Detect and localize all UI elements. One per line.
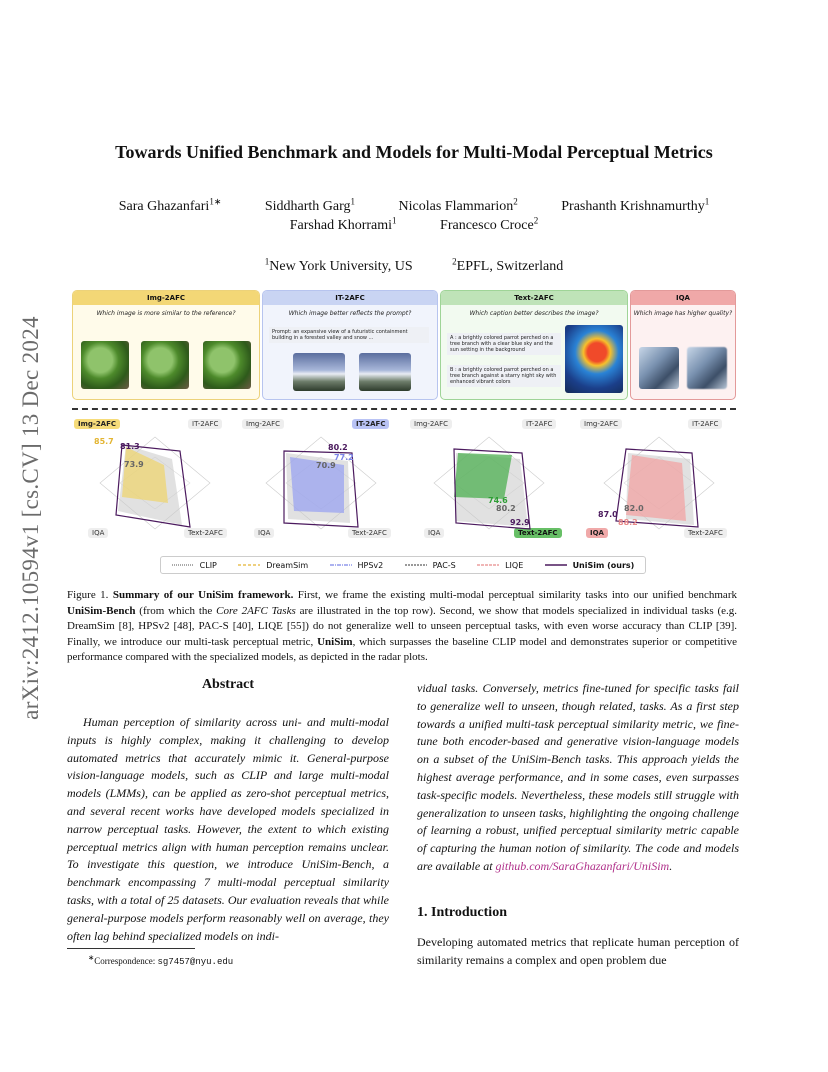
axis-label: Img-2AFC [410, 419, 452, 429]
axis-label: IQA [254, 528, 274, 538]
panel-img-2afc [72, 290, 260, 400]
radar-value: 80.2 [328, 443, 348, 452]
radar-value: 70.9 [316, 461, 336, 470]
panel-question: Which image better reflects the prompt? [288, 310, 412, 317]
radar-value: 88.2 [618, 518, 638, 527]
author: Prashanth Krishnamurthy$^1$ [561, 196, 710, 214]
affiliation: $^2$EPFL, Switzerland [452, 256, 564, 274]
panel-title: IQA [631, 291, 735, 305]
radar-value: 87.0 [598, 510, 618, 519]
axis-label: IT-2AFC [688, 419, 722, 429]
legend-item: LIQE [505, 560, 524, 570]
authors-line-2 [0, 215, 828, 234]
axis-label: Text-2AFC [684, 528, 727, 538]
radar-value: 82.0 [624, 504, 644, 513]
panel-question: Which caption better describes the image? [469, 310, 599, 317]
email-link[interactable]: sg7457@nyu.edu [157, 957, 234, 967]
radar-value: 85.7 [94, 437, 114, 446]
axis-label: Text-2AFC [184, 528, 227, 538]
separator [72, 408, 736, 410]
footnote-rule [67, 948, 195, 949]
legend-item: HPSv2 [357, 560, 384, 570]
abstract-text: Human perception of similarity across uni- and multi-modal inputs is highly complex, making it challenging to develop automated metrics that accurately mimic it. General-purpose vision-language models, such as CLIP and large multi-modal models (LMMs), can be applied as zero-shot perceptual metrics, and several recent works have developed models specialized in narrow perceptual tasks. However, the extent to which existing perceptual metrics align with human perception remains unclear. To investigate this question, we introduce UniSim-Bench, a benchmark encompassing 7 multi-modal perceptual similarity tasks, with a total of 25 datasets. Our evaluation reveals that while general-purpose models perform reasonably well on average, they often lag behind specialized models on indi- [67, 715, 389, 943]
mountain-image-b [359, 353, 411, 391]
quality-image-b [687, 347, 727, 389]
section-heading: 1. Introduction [417, 905, 507, 920]
radar-value: 81.3 [120, 442, 140, 451]
affiliations [0, 256, 828, 275]
panel-title: Text-2AFC [441, 291, 627, 305]
axis-label: IQA [424, 528, 444, 538]
paper-title: Towards Unified Benchmark and Models for Multi-Modal Perceptual Metrics [115, 142, 713, 162]
axis-label: IT-2AFC [522, 419, 556, 429]
radar-value: 73.9 [124, 460, 144, 469]
broccoli-image-reference [141, 341, 189, 389]
authors-line-1 [0, 196, 828, 215]
footnote: ∗Correspondence: sg7457@nyu.edu [88, 953, 234, 967]
radar-value: 80.2 [496, 504, 516, 513]
legend-item: PAC-S [432, 560, 456, 570]
author: Nicolas Flammarion$^2$ [398, 196, 518, 214]
panel-text-2afc [440, 290, 628, 400]
axis-label: IT-2AFC [188, 419, 222, 429]
radar-value: 77.2 [334, 453, 354, 462]
axis-label: Img-2AFC [74, 419, 120, 429]
axis-label: IT-2AFC [352, 419, 389, 429]
radar-chart [416, 423, 562, 543]
radar-value: 92.9 [510, 518, 530, 527]
axis-label: Img-2AFC [580, 419, 622, 429]
quality-image-a [639, 347, 679, 389]
broccoli-image-b [203, 341, 251, 389]
panel-prompt: Prompt: an expansive view of a futuristic containment building in a forested valley and snow ... [269, 327, 429, 343]
author: Sara Ghazanfari$^{1∗}$ [118, 196, 222, 214]
radar-chart [248, 423, 394, 543]
caption-b: B : a brightly colored parrot perched on a tree branch against a starry night sky with enhanced vibrant colors [447, 365, 561, 387]
panel-title: IT-2AFC [263, 291, 437, 305]
axis-label: Text-2AFC [514, 528, 562, 538]
broccoli-image-a [81, 341, 129, 389]
github-link[interactable]: github.com/SaraGhazanfari/UniSim [495, 858, 670, 873]
legend-item: UniSim (ours) [572, 560, 635, 570]
radar-legend [160, 556, 646, 574]
legend-item: DreamSim [266, 560, 309, 570]
author: Siddharth Garg$^1$ [264, 196, 356, 214]
legend-item: CLIP [199, 560, 217, 570]
author: Francesco Croce$^2$ [440, 215, 539, 233]
radar-value: 74.6 [488, 496, 508, 505]
figure-1 [72, 290, 736, 580]
axis-label: IQA [586, 528, 608, 538]
axis-label: Text-2AFC [348, 528, 391, 538]
radar-chart [586, 423, 732, 543]
panel-iqa [630, 290, 736, 400]
caption-a: A : a brightly colored parrot perched on a tree branch with a clear blue sky and the sun setting in the background [447, 333, 561, 355]
figure-caption: Figure 1. Summary of our UniSim framework. First, we frame the existing multi-modal perceptual similarity tasks into our unified benchmark UniSim-Bench (from which the Core 2AFC Tasks are illustrated in the top row). Second, we show that models specialized in individual tasks (e.g. DreamSim [8], HPSv2 [48], PAC-S [40], LIQE [55]) do not generalize well to unseen perceptual tasks, with even worse accuracy than CLIP [39]. Finally, we introduce our multi-task perceptual metric, UniSim, which surpasses the baseline CLIP model and demonstrates superior or competitive performance compared with the specialized models, as depicted in the radar plots. [67, 589, 737, 663]
mountain-image-a [293, 353, 345, 391]
abstract-heading: Abstract [201, 677, 255, 692]
parrot-image [565, 325, 623, 393]
intro-text: Developing automated metrics that replicate human perception of similarity remains a complex and open problem due [417, 935, 739, 967]
axis-label: IQA [88, 528, 108, 538]
panel-title: Img-2AFC [73, 291, 259, 305]
panel-question: Which image has higher quality? [633, 310, 733, 317]
arxiv-stamp: arXiv:2412.10594v1 [cs.CV] 13 Dec 2024 [18, 316, 43, 720]
panel-it-2afc [262, 290, 438, 400]
author: Farshad Khorrami$^1$ [289, 215, 397, 233]
affiliation: $^1$New York University, US [264, 256, 413, 274]
panel-question: Which image is more similar to the reference? [96, 310, 236, 317]
axis-label: Img-2AFC [242, 419, 284, 429]
abstract-text-continued: vidual tasks. Conversely, metrics fine-tuned for specific tasks fail to generalize well to unseen, though related, tasks. As a first step towards a unified multi-task perceptual similarity metric, we fine-tune both encoder-based and generative vision-language models on a subset of the UniSim-Bench tasks. This approach yields the highest average performance, and in some cases, even surpasses task-specific models. Nevertheless, these models still struggle with generalization to unseen tasks, highlighting the ongoing challenge of learning a robust, unified perceptual similarity metric capable of capturing the human notion of similarity. The code and models are available at github.com/SaraGhazanfari/UniSim. [417, 681, 739, 873]
